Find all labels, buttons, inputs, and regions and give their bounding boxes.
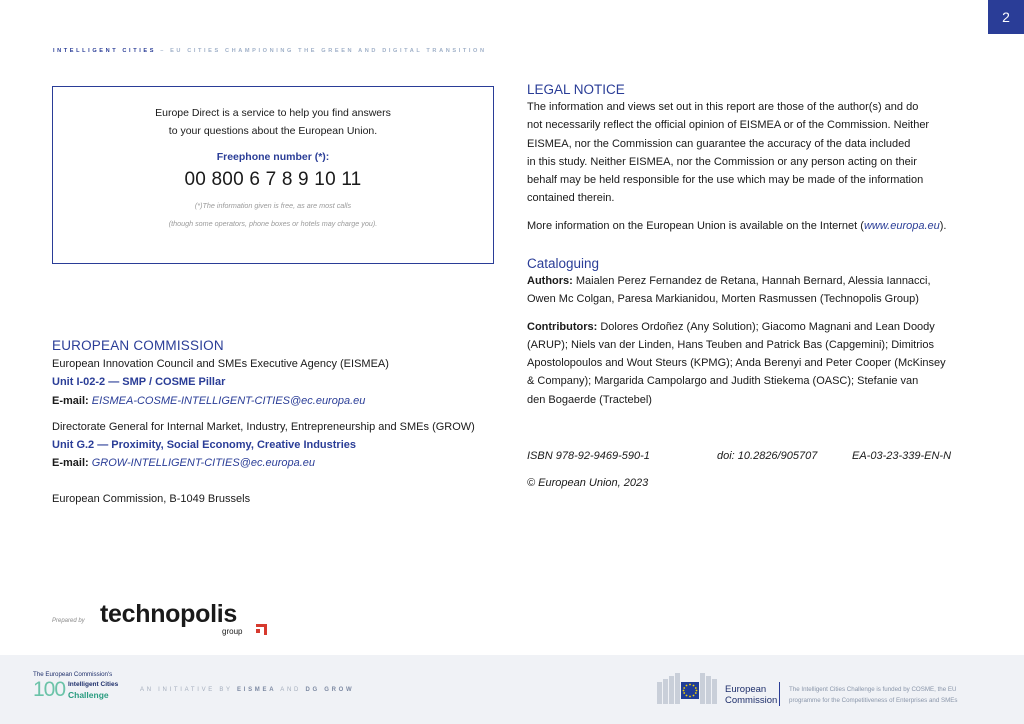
page-number: 2 xyxy=(988,0,1024,34)
europa-link[interactable]: www.europa.eu xyxy=(863,219,940,232)
running-head xyxy=(53,48,487,54)
contributors-line: den Bogaerde (Tractebel) xyxy=(527,393,652,406)
doi: doi: 10.2826/905707 xyxy=(717,450,818,462)
legal-notice xyxy=(527,82,972,235)
ec-logo-line: Commission xyxy=(725,695,778,706)
footer-divider xyxy=(779,682,780,706)
isbn: ISBN 978-92-9469-590-1 xyxy=(527,450,650,462)
contributors-line xyxy=(527,318,972,336)
freephone-note xyxy=(53,197,493,233)
ic-logo-100: 100 xyxy=(33,678,66,701)
legal-heading: LEGAL NOTICE xyxy=(527,82,625,97)
contributors-label: Contributors: xyxy=(527,320,598,333)
email-row-2 xyxy=(52,454,475,472)
authors xyxy=(527,272,972,309)
email-row-1 xyxy=(52,392,475,410)
unit-2: Unit G.2 — Proximity, Social Economy, Creative Industries xyxy=(52,439,357,452)
initiative-eismea: EISMEA xyxy=(237,687,277,693)
ic-logo-words xyxy=(68,680,118,700)
europe-direct-intro-line: to your questions about the European Union. xyxy=(168,125,378,137)
address: European Commission, B-1049 Brussels xyxy=(52,492,251,505)
cataloguing-heading: Cataloguing xyxy=(527,256,600,271)
authors-line xyxy=(527,272,972,290)
initiative-line xyxy=(140,687,354,693)
freephone-note-line: (though some operators, phone boxes or hotels may charge you). xyxy=(168,219,378,228)
europe-direct-intro-line: Europe Direct is a service to help you find answers xyxy=(155,107,391,119)
legal-line: not necessarily reflect the official opinion of EISMEA or of the Commission. Neither xyxy=(527,119,930,132)
ic-logo-word-2: Challenge xyxy=(68,690,109,700)
running-head-subtitle: EU CITIES CHAMPIONING THE GREEN AND DIGITAL TRANSITION xyxy=(170,48,487,54)
freephone-label: Freephone number (*): xyxy=(216,151,330,163)
ec-logo-text xyxy=(725,684,777,706)
email-label: E-mail: xyxy=(52,394,89,407)
email-link-eismea[interactable]: EISMEA-COSME-INTELLIGENT-CITIES@ec.europa.eu xyxy=(91,394,366,407)
dg-name: Directorate General for Internal Market, Industry, Entrepreneurship and SMEs (GROW) xyxy=(52,420,475,433)
europe-direct-intro xyxy=(53,104,493,140)
eu-commission-logo-icon xyxy=(657,670,721,706)
legal-line: EISMEA, nor the Commission can guarantee the accuracy of the data included xyxy=(527,137,911,150)
funded-line: programme for the Competitiveness of Enterprises and SMEs xyxy=(789,697,958,704)
catalogue-number: EA-03-23-339-EN-N xyxy=(852,450,952,462)
ic-logo-word-1: Intelligent Cities xyxy=(68,681,119,688)
running-head-title: INTELLIGENT CITIES xyxy=(53,48,157,54)
cataloguing xyxy=(527,256,972,409)
copyright: © European Union, 2023 xyxy=(527,477,649,489)
legal-text xyxy=(527,98,972,208)
contributors-names: Dolores Ordoñez (Any Solution); Giacomo Magnani and Lean Doody xyxy=(600,320,935,333)
more-info-suffix: ). xyxy=(939,219,947,232)
funded-line: The Intelligent Cities Challenge is funded by COSME, the EU xyxy=(789,686,957,693)
running-head-separator: – xyxy=(160,48,166,54)
europe-direct-box xyxy=(52,86,494,264)
contributors xyxy=(527,318,972,409)
legal-line: contained therein. xyxy=(527,192,615,205)
unit-1: Unit I-02-2 — SMP / COSME Pillar xyxy=(52,376,226,389)
commission-contacts xyxy=(52,338,475,508)
more-info xyxy=(527,217,972,235)
contributors-line: & Company); Margarida Campolargo and Judith Stiekema (OASC); Stefanie van xyxy=(527,375,919,388)
funded-by-text xyxy=(789,684,958,706)
more-info-prefix: More information on the European Union is available on the Internet ( xyxy=(527,219,864,232)
authors-label: Authors: xyxy=(527,275,573,287)
agency-name: European Innovation Council and SMEs Executive Agency (EISMEA) xyxy=(52,358,389,370)
freephone-note-line: (*)The information given is free, as are most calls xyxy=(194,201,352,210)
legal-line: in this study. Neither EISMEA, nor the Commission or any person acting on their xyxy=(527,155,917,168)
technopolis-group-label: group xyxy=(222,627,243,636)
initiative-prefix: AN INITIATIVE BY xyxy=(140,687,233,693)
ic-logo-tagline: The European Commission's xyxy=(33,671,113,678)
contributors-line: Apostolopoulos and Wout Steurs (KPMG); Anda Berenyi and Peter Cooper (McKinsey xyxy=(527,357,946,370)
initiative-and: AND xyxy=(280,687,302,693)
freephone-number[interactable]: 00 800 6 7 8 9 10 11 xyxy=(184,169,362,190)
prepared-by-label: Prepared by xyxy=(52,618,85,624)
legal-line: behalf may be held responsible for the use which may be made of the information xyxy=(527,174,924,187)
legal-line: The information and views set out in this report are those of the author(s) and do xyxy=(527,101,919,113)
contributors-line: (ARUP); Niels van der Linden, Hans Teuben and Patrick Bas (Capgemini); Dimitrios xyxy=(527,338,934,351)
ec-logo-line: European xyxy=(725,684,767,695)
technopolis-mark-icon xyxy=(254,622,268,636)
authors-line: Owen Mc Colgan, Paresa Markianidou, Morten Rasmussen (Technopolis Group) xyxy=(527,293,919,306)
technopolis-logo: technopolis xyxy=(100,600,237,628)
email-link-grow[interactable]: GROW-INTELLIGENT-CITIES@ec.europa.eu xyxy=(91,457,316,470)
initiative-grow: DG GROW xyxy=(305,687,355,693)
commission-heading: EUROPEAN COMMISSION xyxy=(52,338,224,353)
email-label: E-mail: xyxy=(52,457,89,470)
authors-names: Maialen Perez Fernandez de Retana, Hannah Bernard, Alessia Iannacci, xyxy=(575,275,931,287)
